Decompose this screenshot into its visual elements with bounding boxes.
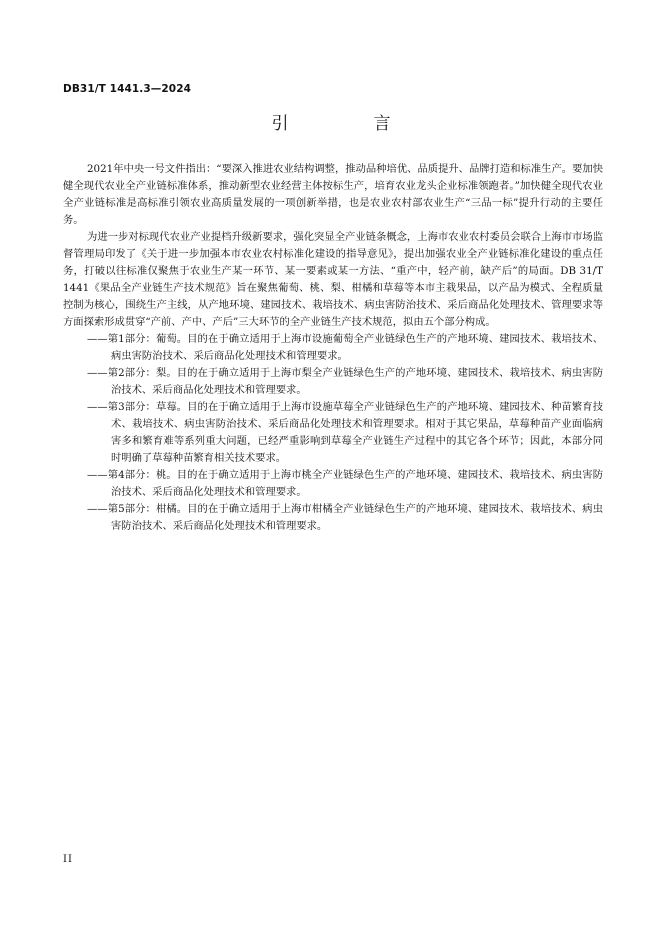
paragraph: 为进一步对标现代农业产业提档升级新要求，强化突显全产业链条概念，上海市农业农村委员会联合上海市市场监督管理局印发了《关于进一步加强本市农业农村标准化建设的指导意见》，提出加强农业全产业链标准化建设的重点任务，打破以往标准仅聚焦于农业生产某一环节、某一要素或某一方法、“重产中，轻产前，缺产后”的局面。DB 31/T 1441《果品全产业链生产技术规范》旨在聚焦葡萄、桃、梨、柑橘和草莓等本市主栽果品，以产品为模式、全程质量控制为核心，围绕生产主线，从产地环境、建园技术、栽培技术、病虫害防治技术、采后商品化处理技术、管理要求等方面探索形成贯穿“产前、产中、产后”三大环节的全产业链生产技术规范，拟由五个部分构成。 — [63, 231, 603, 328]
standard-code: DB31/T 1441.3—2024 — [63, 83, 192, 95]
page-title: 引 言 — [271, 114, 425, 134]
part-list-item: ——第5部分：柑橘。目的在于确立适用于上海市柑橘全产业链绿色生产的产地环境、建园技术、栽培技术、病虫害防治技术、采后商品化处理技术和管理要求。 — [87, 503, 603, 532]
page-number: II — [63, 854, 73, 865]
part-list-item: ——第2部分：梨。目的在于确立适用于上海市梨全产业链绿色生产的产地环境、建园技术、栽培技术、病虫害防治技术、采后商品化处理技术和管理要求。 — [87, 367, 603, 396]
part-list-item: ——第3部分：草莓。目的在于确立适用于上海市设施草莓全产业链绿色生产的产地环境、建园技术、种苗繁育技术、栽培技术、病虫害防治技术、采后商品化处理技术和管理要求。相对于其它果品，草莓种苗产业面临病害多和繁育难等系列重大问题，已经严重影响到草莓全产业链生产过程中的其它各个环节；因此，本部分同时明确了草莓种苗繁育相关技术要求。 — [87, 401, 603, 464]
body-text — [63, 161, 603, 535]
part-list-item: ——第4部分：桃。目的在于确立适用于上海市桃全产业链绿色生产的产地环境、建园技术、栽培技术、病虫害防治技术、采后商品化处理技术和管理要求。 — [87, 469, 603, 498]
paragraph: 2021年中央一号文件指出：“要深入推进农业结构调整，推动品种培优、品质提升、品牌打造和标准生产。要加快健全现代农业全产业链标准体系，推动新型农业经营主体按标生产，培育农业龙头企业标准领跑者。”加快健全现代农业全产业链标准是高标准引领农业高质量发展的一项创新举措，也是农业农村部农业生产“三品一标”提升行动的主要任务。 — [63, 163, 603, 226]
part-list-item: ——第1部分：葡萄。目的在于确立适用于上海市设施葡萄全产业链绿色生产的产地环境、建园技术、栽培技术、病虫害防治技术、采后商品化处理技术和管理要求。 — [87, 333, 603, 362]
